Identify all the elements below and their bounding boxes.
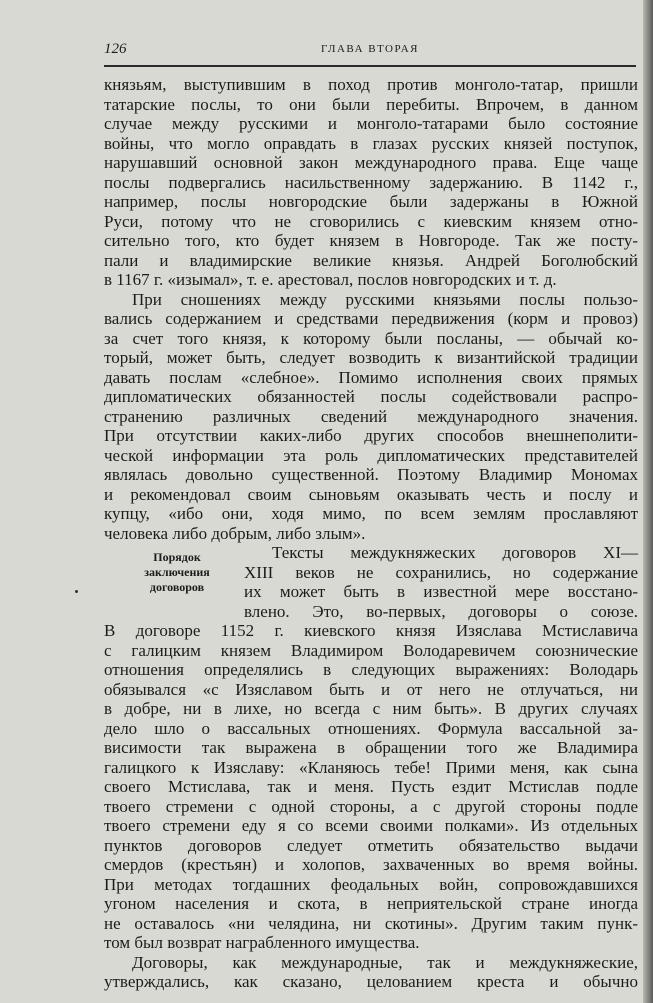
text-line: давать послам «слебное». Помимо исполнения своих прямых — [104, 367, 638, 387]
paragraph — [104, 543, 638, 953]
margin-note-line: Порядок — [153, 550, 201, 564]
text-line: человека либо добрым, либо злым». — [104, 523, 366, 543]
text-line: твоего стремени еду я со всеми своими полками». Из отдельных — [104, 816, 638, 835]
paragraph — [104, 75, 638, 290]
text-line: В договоре 1152 г. киевского князя Изяслава Мстиславича — [104, 621, 638, 640]
text-line: князьям, выступившим в поход против монголо-татар, пришли — [104, 75, 638, 94]
running-header — [104, 41, 636, 61]
paragraph — [104, 953, 638, 992]
chapter-title: ГЛАВА ВТОРАЯ — [321, 43, 419, 55]
text-line: сительно того, кто будет князем в Новгороде. Так же посту- — [104, 231, 638, 250]
margin-note-line: заключения — [144, 565, 210, 579]
text-line: например, послы новгородские были задержаны в Южной — [104, 192, 638, 211]
text-line: Тексты междукняжеских договоров XI— — [272, 543, 638, 562]
text-line: При методах тогдашних феодальных войн, сопровождавшихся — [104, 874, 638, 894]
text-line: обязывался «с Изяславом быть и от него не отлучаться, ни — [104, 679, 638, 699]
text-line: странению различных сведений международного значения. — [104, 406, 638, 426]
print-speck — [75, 590, 78, 593]
text-line: ческой информации эта роль дипломатических представителей — [104, 445, 638, 465]
text-line: своего Мстислава, так и меня. Пусть ездит Мстислав подле — [104, 777, 638, 796]
text-line: являлась довольно существенной. Поэтому Владимир Мономах — [104, 465, 638, 484]
text-line: пунктов договоров следует отметить обязательство выдачи — [104, 835, 638, 855]
text-line: в добре, ни в лихе, но всегда с ним быть». В других случаях — [104, 699, 638, 718]
text-line: нарушавший основной закон международного права. Еще чаще — [104, 153, 638, 172]
text-line: Руси, потому что не сговорились с киевским князем отно- — [104, 211, 638, 231]
text-line: с галицким князем Владимиром Володаревичем союзнические — [104, 640, 638, 660]
text-line: в 1167 г. «изымал», т. е. арестовал, послов новгородских и т. д. — [104, 270, 557, 289]
margin-note-line: договоров — [149, 580, 205, 594]
text-line: галицкого к Изяславу: «Кланяюсь тебе! Прими меня, как сына — [104, 757, 638, 777]
text-line: пали и владимирские великие князья. Андрей Боголюбский — [104, 250, 638, 270]
text-line: угоном населения и скота, в неприятельской стране иногда — [104, 894, 638, 913]
text-line: татарские послы, то они были перебиты. Впрочем, в данном — [104, 94, 638, 114]
header-rule — [104, 65, 636, 67]
text-line: влено. Это, во-первых, договоры о союзе. — [244, 601, 638, 621]
text-line: дело шло о вассальных отношениях. Формула вассальной за- — [104, 718, 638, 738]
text-line: за счет того князя, к которому были посланы, — обычай ко- — [104, 328, 638, 348]
page-body — [104, 75, 638, 992]
text-line: При отсутствии каких-либо других способов внешнеполити- — [104, 426, 638, 445]
page-number: 126 — [104, 41, 127, 57]
text-line: висимости так выражена в обращении того же Владимира — [104, 738, 638, 757]
text-line: смердов (крестьян) и холопов, захваченных во время войны. — [104, 855, 638, 874]
text-line: войны, что могло оправдать в глазах русских князей поступок, — [104, 133, 638, 153]
text-line: том был возврат награбленного имущества. — [104, 933, 420, 952]
text-line: утверждались, как сказано, целованием креста и обычно — [104, 972, 638, 991]
text-line: торый, может быть, следует возводить к византийской традиции — [104, 348, 638, 367]
text-line: При сношениях между русскими князьями послы пользо- — [132, 289, 638, 309]
text-line: Договоры, как международные, так и междукняжеские, — [132, 952, 638, 972]
text-line: твоего стремени с одной стороны, а с другой стороны подле — [104, 796, 638, 816]
text-line: не оставалось «ни челядина, ни скотины». Другим таким пунк- — [104, 913, 638, 933]
text-line: дипломатических обязанностей послы содействовали распро- — [104, 387, 638, 406]
text-line: их может быть в известной мере восстано- — [244, 582, 638, 601]
paragraph — [104, 290, 638, 544]
text-line: отношения определялись в следующих выражениях: Володарь — [104, 660, 638, 679]
text-line: и рекомендовал своим сыновьям оказывать честь и послу и — [104, 484, 638, 504]
text-line: купцу, «ибо они, ходя мимо, по всем землям прославляют — [104, 504, 638, 523]
text-line: послы подвергались насильственному задержанию. В 1142 г., — [104, 172, 638, 192]
page-edge-shadow — [643, 0, 653, 1003]
text-line: вались содержанием и средствами передвижения (корм и провоз) — [104, 309, 638, 328]
text-line: случае между русскими и монголо-татарами было состояние — [104, 114, 638, 133]
text-line: XIII веков не сохранились, но содержание — [244, 562, 638, 582]
